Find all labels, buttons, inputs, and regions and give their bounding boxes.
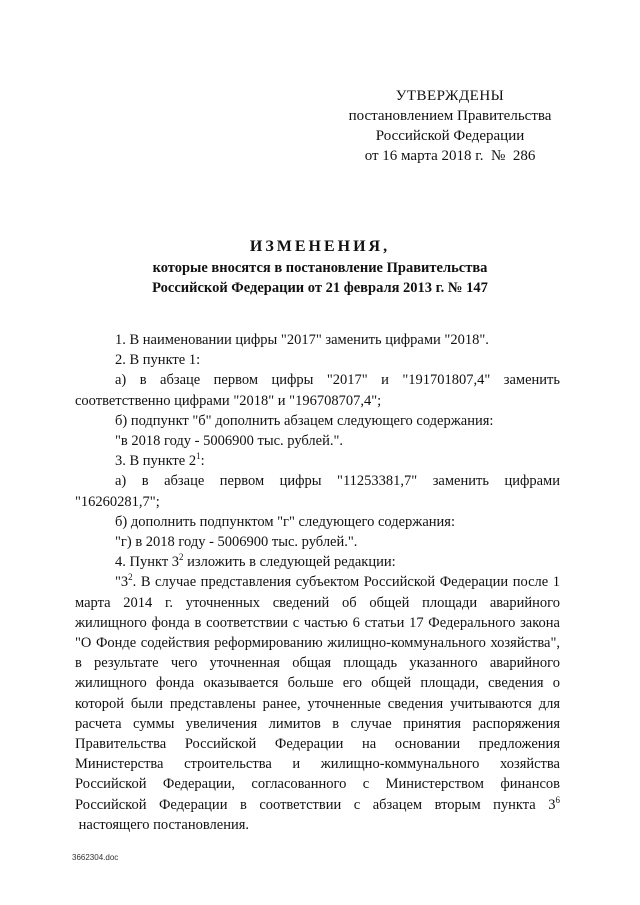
heading-subtitle-2: Российской Федерации от 21 февраля 2013 г. № 147 xyxy=(152,280,488,296)
paragraph-7: а) в абзаце первом цифры "11253381,7" заменить цифрами "16260281,7"; xyxy=(75,473,560,510)
paragraph-6-end: : xyxy=(200,453,205,470)
approval-line-3: от 16 марта 2018 г. № 286 xyxy=(364,148,536,164)
approval-title: УТВЕРЖДЕНЫ xyxy=(395,88,505,104)
paragraph-3: а) в абзаце первом цифры "2017" и "191701807,4" заменить соответственно цифрами "2018" и "196708707,4"; xyxy=(75,372,560,409)
paragraph-11-text: . В случае представления субъектом Российской Федерации после 1 марта 2014 г. уточненных сведений об общей площади аварийного жилищного фонда в соответствии с частью 6 статьи 17 Федерального закона "О Фонде содействия реформированию жилищно-коммунального хозяйства", в результате чего уточненная общая площадь указанного аварийного жилищного фонда оказывается больше его общей площади, сведения о которой были представлены ранее, уточненные сведения учитываются для расчета суммы увеличения лимитов в случае принятия распоряжения Правительства Российской Федерации на основании предложения Министерства строительства и жилищно-коммунального хозяйства Российской Федерации, согласованного с Министерством финансов Российской Федерации в соответствии с абзацем вторым пункта 3 xyxy=(75,574,560,813)
document-heading xyxy=(60,236,580,298)
paragraph-11-superscript-2: 6 xyxy=(555,794,560,805)
paragraph-11-end: настоящего постановления. xyxy=(75,816,250,833)
approval-line-2: Российской Федерации xyxy=(375,128,525,144)
paragraph-11-superscript: 2 xyxy=(128,572,133,583)
file-name-footer: 3662304.doc xyxy=(72,853,119,862)
paragraph-11-start: "3 xyxy=(115,574,129,591)
paragraph-5: "в 2018 году - 5006900 тыс. рублей.". xyxy=(115,433,344,450)
paragraph-10-superscript: 2 xyxy=(179,552,184,563)
paragraph-6-superscript: 1 xyxy=(196,451,201,462)
paragraph-10 xyxy=(75,552,560,572)
approval-line-1: постановлением Правительства xyxy=(348,108,552,124)
document-body xyxy=(75,330,560,835)
paragraph-10-text: 4. Пункт 3 xyxy=(115,554,180,571)
paragraph-6 xyxy=(75,451,560,471)
paragraph-11 xyxy=(75,572,560,835)
paragraph-10-end: изложить в следующей редакции: xyxy=(183,554,396,571)
paragraph-1: 1. В наименовании цифры "2017" заменить цифрами "2018". xyxy=(115,332,489,348)
approval-block xyxy=(330,86,570,166)
paragraph-9: "г) в 2018 году - 5006900 тыс. рублей.". xyxy=(115,534,358,551)
paragraph-2: 2. В пункте 1: xyxy=(115,352,201,369)
paragraph-8: б) дополнить подпунктом "г" следующего содержания: xyxy=(115,513,455,530)
paragraph-6-text: 3. В пункте 2 xyxy=(115,453,197,470)
paragraph-4: б) подпункт "б" дополнить абзацем следующего содержания: xyxy=(115,412,494,429)
heading-subtitle-1: которые вносятся в постановление Правительства xyxy=(152,260,488,276)
heading-title: ИЗМЕНЕНИЯ, xyxy=(249,238,391,255)
